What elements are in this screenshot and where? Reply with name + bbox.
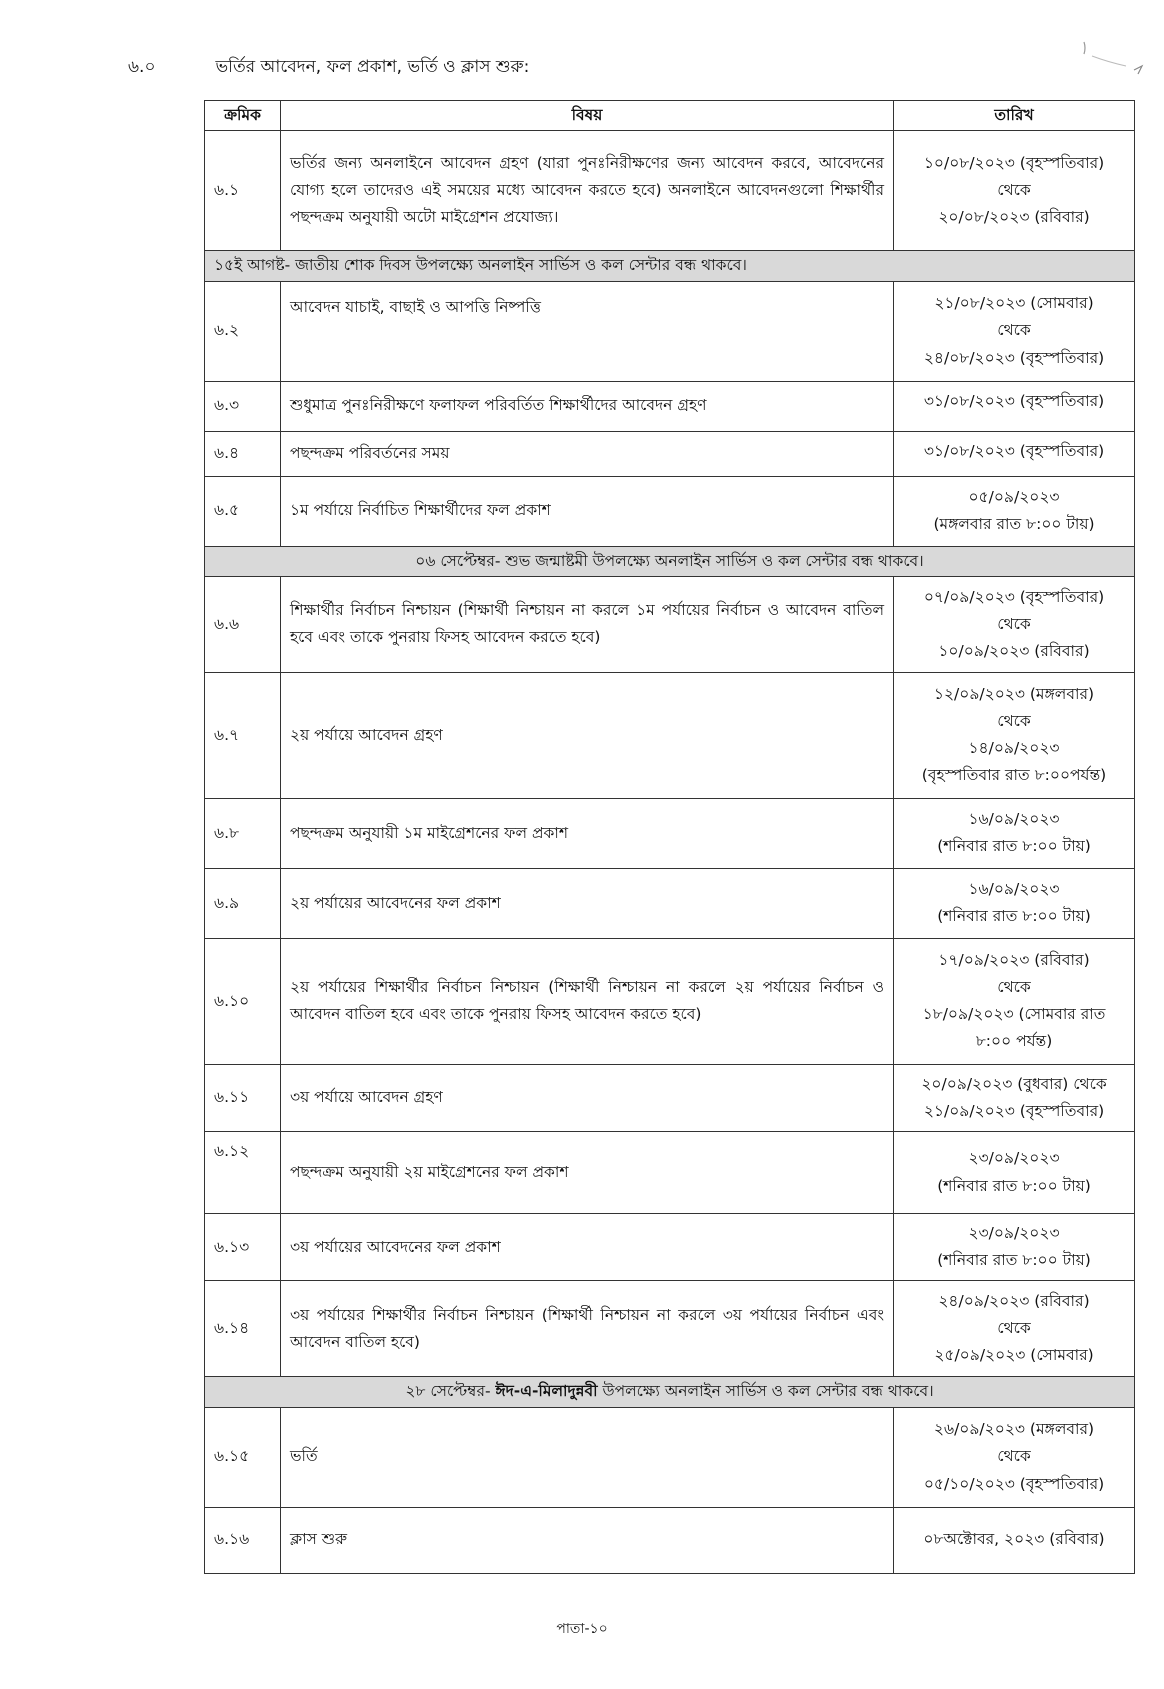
date-line: (শনিবার রাত ৮:০০ টায়)	[937, 837, 1091, 856]
row-serial: ৬.৩	[205, 381, 281, 431]
scan-mark-decoration	[1078, 38, 1148, 78]
row-serial: ৬.৭	[205, 672, 281, 798]
date-line: (মঙ্গলবার রাত ৮:০০ টায়)	[933, 515, 1095, 533]
table-row	[205, 1132, 1135, 1214]
row-subject: ক্লাস শুরু	[281, 1507, 894, 1573]
row-subject: ২য় পর্যায়ের আবেদনের ফল প্রকাশ	[281, 868, 894, 938]
date-line: ২০/০৯/২০২৩ (বুধবার) থেকে	[921, 1074, 1107, 1093]
table-row	[205, 1281, 1135, 1377]
date-line: ২৪/০৮/২০২৩ (বৃহস্পতিবার)	[923, 348, 1105, 367]
section-heading	[128, 54, 529, 82]
notice-text: ০৬ সেপ্টেম্বর- শুভ জন্মাষ্টমী উপলক্ষ্যে অনলাইন সার্ভিস ও কল সেন্টার বন্ধ থাকবে।	[205, 546, 1135, 576]
date-line: ১৪/০৯/২০২৩	[968, 739, 1060, 758]
row-date	[894, 938, 1135, 1064]
table-row	[205, 381, 1135, 431]
date-line: ১৮/০৯/২০২৩ (সোমবার রাত	[922, 1005, 1106, 1024]
date-line: ১০/০৮/২০২৩ (বৃহস্পতিবার)	[923, 154, 1105, 173]
row-date	[894, 1132, 1135, 1214]
notice-text	[205, 1377, 1135, 1407]
row-date	[894, 1064, 1135, 1131]
row-serial: ৬.১৬	[205, 1507, 281, 1573]
row-date	[894, 672, 1135, 798]
date-line: (শনিবার রাত ৮:০০ টায়)	[937, 1251, 1091, 1270]
row-subject: পছন্দক্রম অনুযায়ী ২য় মাইগ্রেশনের ফল প্রকাশ	[281, 1132, 894, 1214]
row-date	[894, 1407, 1135, 1507]
date-line: ২০/০৮/২০২৩ (রবিবার)	[938, 208, 1090, 227]
row-serial: ৬.৫	[205, 476, 281, 546]
schedule-table	[204, 100, 1135, 1574]
row-date	[894, 798, 1135, 868]
row-date	[894, 868, 1135, 938]
row-serial: ৬.৪	[205, 431, 281, 476]
row-serial: ৬.১০	[205, 938, 281, 1064]
row-serial: ৬.৬	[205, 576, 281, 672]
date-line: থেকে	[997, 1319, 1031, 1338]
table-row	[205, 281, 1135, 381]
header-subject: বিষয়	[281, 101, 894, 131]
date-line: ০৮অক্টোবর, ২০২৩ (রবিবার)	[923, 1530, 1105, 1549]
date-line: ২১/০৮/২০২৩ (সোমবার)	[934, 294, 1094, 313]
row-subject: ৩য় পর্যায়ে আবেদন গ্রহণ	[281, 1064, 894, 1131]
date-line: ২৫/০৯/২০২৩ (সোমবার)	[934, 1346, 1094, 1365]
row-subject: ২য় পর্যায়ের শিক্ষার্থীর নির্বাচন নিশ্চায়ন (শিক্ষার্থী নিশ্চায়ন না করলে ২য় পর্যায়ের নির্বাচন ও আবেদন বাতিল হবে এবং তাকে পুনরায় ফিসহ আবেদন করতে হবে)	[281, 938, 894, 1064]
notice-text-bold: ঈদ-এ-মিলাদুন্নবী	[495, 1382, 598, 1401]
date-line: ১৬/০৯/২০২৩	[968, 810, 1060, 829]
row-date	[894, 131, 1135, 251]
row-subject: পছন্দক্রম পরিবর্তনের সময়	[281, 431, 894, 476]
date-line: ১৬/০৯/২০২৩	[968, 880, 1060, 899]
notice-text-after: উপলক্ষ্যে অনলাইন সার্ভিস ও কল সেন্টার বন্ধ থাকবে।	[597, 1382, 934, 1401]
date-line: থেকে	[997, 1447, 1031, 1466]
date-line: ২১/০৯/২০২৩ (বৃহস্পতিবার)	[923, 1101, 1105, 1120]
row-subject: শুধুমাত্র পুনঃনিরীক্ষণে ফলাফল পরিবর্তিত শিক্ষার্থীদের আবেদন গ্রহণ	[281, 381, 894, 431]
date-line: (বৃহস্পতিবার রাত ৮:০০পর্যন্ত)	[921, 766, 1107, 785]
date-line: ০৫/১০/২০২৩ (বৃহস্পতিবার)	[923, 1474, 1105, 1493]
table-row	[205, 868, 1135, 938]
table-row	[205, 431, 1135, 476]
table-row	[205, 1214, 1135, 1281]
row-subject: শিক্ষার্থীর নির্বাচন নিশ্চায়ন (শিক্ষার্থী নিশ্চায়ন না করলে ১ম পর্যায়ের নির্বাচন ও আবেদন বাতিল হবে এবং তাকে পুনরায় ফিসহ আবেদন করতে হবে)	[281, 576, 894, 672]
table-row	[205, 131, 1135, 251]
row-serial: ৬.১২	[205, 1132, 281, 1214]
header-date: তারিখ	[894, 101, 1135, 131]
row-serial: ৬.১৩	[205, 1214, 281, 1281]
row-date	[894, 281, 1135, 381]
table-row	[205, 1507, 1135, 1573]
date-line: ২৩/০৯/২০২৩	[968, 1149, 1060, 1168]
date-line: ২৪/০৯/২০২৩ (রবিবার)	[938, 1292, 1090, 1311]
notice-row	[205, 546, 1135, 576]
date-line: থেকে	[997, 321, 1031, 340]
table-header-row	[205, 101, 1135, 131]
date-line: ০৭/০৯/২০২৩ (বৃহস্পতিবার)	[923, 587, 1105, 606]
row-serial: ৬.১১	[205, 1064, 281, 1131]
table-row	[205, 1407, 1135, 1507]
date-line: থেকে	[997, 712, 1031, 731]
date-line: (শনিবার রাত ৮:০০ টায়)	[937, 907, 1091, 926]
row-subject: ভর্তির জন্য অনলাইনে আবেদন গ্রহণ (যারা পুনঃনিরীক্ষণের জন্য আবেদন করবে, আবেদনের যোগ্য হলে তাদেরও এই সময়ের মধ্যে আবেদন করতে হবে) অনলাইনে আবেদনগুলো শিক্ষার্থীর পছন্দক্রম অনুযায়ী অটো মাইগ্রেশন প্রযোজ্য।	[281, 131, 894, 251]
table-row	[205, 672, 1135, 798]
row-subject: ৩য় পর্যায়ের শিক্ষার্থীর নির্বাচন নিশ্চায়ন (শিক্ষার্থী নিশ্চায়ন না করলে ৩য় পর্যায়ের নির্বাচন এবং আবেদন বাতিল হবে)	[281, 1281, 894, 1377]
row-serial: ৬.২	[205, 281, 281, 381]
row-date	[894, 431, 1135, 476]
row-serial: ৬.১	[205, 131, 281, 251]
row-subject: ১ম পর্যায়ে নির্বাচিত শিক্ষার্থীদের ফল প্রকাশ	[281, 476, 894, 546]
date-line: ৩১/০৮/২০২৩ (বৃহস্পতিবার)	[923, 391, 1105, 410]
notice-row	[205, 1377, 1135, 1407]
table-row	[205, 476, 1135, 546]
row-subject: ২য় পর্যায়ে আবেদন গ্রহণ	[281, 672, 894, 798]
notice-row	[205, 251, 1135, 281]
date-line: থেকে	[997, 181, 1031, 200]
row-date	[894, 576, 1135, 672]
date-line: ১০/০৯/২০২৩ (রবিবার)	[938, 641, 1090, 660]
section-title: ভর্তির আবেদন, ফল প্রকাশ, ভর্তি ও ক্লাস শুরু:	[215, 57, 530, 77]
row-date	[894, 476, 1135, 546]
row-serial: ৬.৯	[205, 868, 281, 938]
date-line: থেকে	[997, 978, 1031, 997]
date-line: (শনিবার রাত ৮:০০ টায়)	[937, 1176, 1091, 1195]
row-serial: ৬.৮	[205, 798, 281, 868]
date-line: ২৩/০৯/২০২৩	[968, 1224, 1060, 1242]
row-subject: ৩য় পর্যায়ের আবেদনের ফল প্রকাশ	[281, 1214, 894, 1281]
date-line: থেকে	[997, 614, 1031, 633]
date-line: ১৭/০৯/২০২৩ (রবিবার)	[938, 951, 1090, 969]
row-subject: পছন্দক্রম অনুযায়ী ১ম মাইগ্রেশনের ফল প্রকাশ	[281, 798, 894, 868]
section-number: ৬.০	[128, 57, 156, 77]
date-line: ২৬/০৯/২০২৩ (মঙ্গলবার)	[933, 1420, 1095, 1439]
date-line: ৩১/০৮/২০২৩ (বৃহস্পতিবার)	[923, 441, 1105, 460]
table-row	[205, 576, 1135, 672]
row-date	[894, 1214, 1135, 1281]
row-serial: ৬.১৪	[205, 1281, 281, 1377]
row-serial: ৬.১৫	[205, 1407, 281, 1507]
page-number: পাতা-১০	[556, 1621, 608, 1637]
row-subject: ভর্তি	[281, 1407, 894, 1507]
table-row	[205, 1064, 1135, 1131]
date-line: ৮:০০ পর্যন্ত)	[975, 1032, 1053, 1051]
row-date	[894, 1281, 1135, 1377]
date-line: ০৫/০৯/২০২৩	[968, 487, 1060, 506]
notice-text-before: ২৮ সেপ্টেম্বর-	[405, 1382, 496, 1401]
table-row	[205, 798, 1135, 868]
header-serial: ক্রমিক	[205, 101, 281, 131]
notice-text: ১৫ই আগষ্ট- জাতীয় শোক দিবস উপলক্ষ্যে অনলাইন সার্ভিস ও কল সেন্টার বন্ধ থাকবে।	[205, 251, 1135, 281]
date-line: ১২/০৯/২০২৩ (মঙ্গলবার)	[933, 685, 1095, 703]
table-row	[205, 938, 1135, 1064]
row-date	[894, 1507, 1135, 1573]
row-date	[894, 381, 1135, 431]
row-subject: আবেদন যাচাই, বাছাই ও আপত্তি নিষ্পত্তি	[281, 281, 894, 381]
